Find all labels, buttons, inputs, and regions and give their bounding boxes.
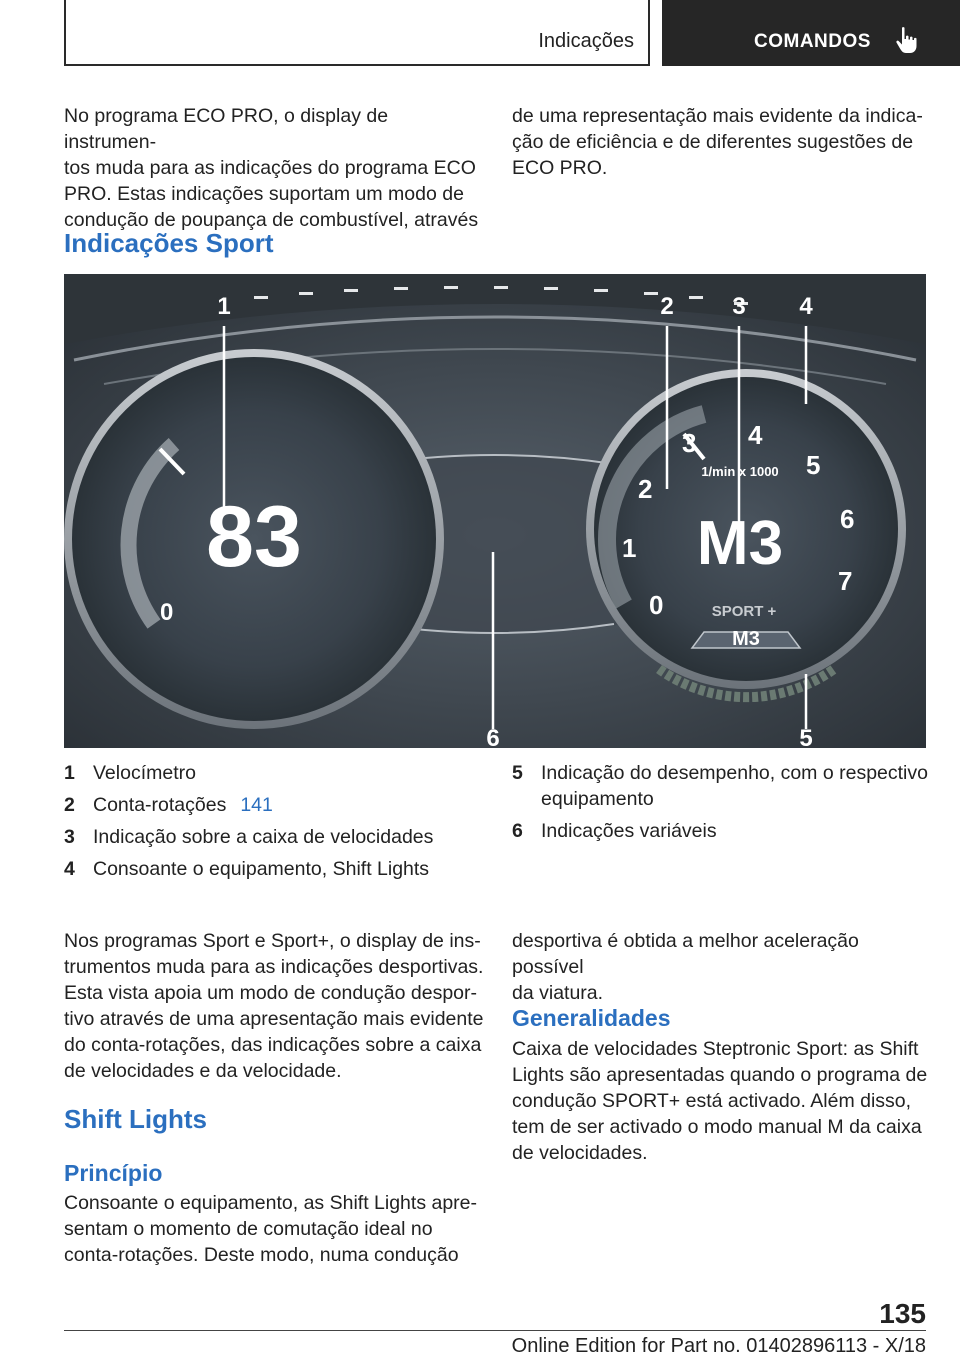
hand-pointer-icon (894, 26, 920, 54)
callout-number: 1 (217, 293, 231, 320)
footer-edition: Online Edition for Part no. 01402896113 - X/18 (511, 1335, 926, 1357)
header-chapter-title: COMANDOS (754, 31, 871, 52)
legend-text: Indicação do desempenho, com o respectivo (541, 762, 928, 784)
body-right-line: da viatura. (512, 982, 604, 1004)
rpm-unit-label: 1/min x 1000 (701, 464, 779, 479)
intro-right-line: ção de eficiência e de diferentes sugestões de (512, 131, 914, 153)
body-left-line: tivo através de uma apresentação mais evidente (64, 1008, 484, 1030)
intro-right-column (512, 103, 932, 181)
rpm-tick-label: 1 (622, 533, 637, 563)
intro-right-line: ECO PRO. (512, 157, 608, 179)
intro-left-line: No programa ECO PRO, o display de instrumen- (64, 105, 389, 153)
generalidades-line: condução SPORT+ está activado. Além disso, (512, 1090, 912, 1112)
legend-left (64, 760, 494, 888)
callout-number: 5 (799, 725, 813, 748)
rpm-tick-label: 7 (838, 566, 853, 596)
speed-value: 83 (206, 489, 302, 585)
instrument-cluster-illustration (64, 274, 926, 748)
principio-line: Consoante o equipamento, as Shift Lights apre- (64, 1192, 478, 1214)
body-left-line: do conta-rotações, das indicações sobre a caixa (64, 1034, 482, 1056)
callout-number: 6 (486, 725, 500, 748)
header-section-title: Indicações (538, 30, 634, 52)
legend-item (64, 792, 494, 818)
sport-heading: Indicações Sport (64, 228, 274, 258)
page-number: 135 (879, 1298, 926, 1329)
body-right-line: desportiva é obtida a melhor aceleração possível (512, 930, 859, 978)
generalidades-line: Caixa de velocidades Steptronic Sport: as Shift (512, 1038, 919, 1060)
callout-number: 2 (660, 293, 674, 320)
rpm-tick-label: 0 (649, 590, 664, 620)
rpm-tick-label: 4 (748, 420, 763, 450)
header-section-box (64, 0, 650, 66)
rpm-tick-label: 3 (682, 428, 697, 458)
legend-item (512, 818, 942, 844)
body-left-line: de velocidades e da velocidade. (64, 1060, 342, 1082)
shift-lights-heading: Shift Lights (64, 1104, 207, 1134)
legend-item (512, 760, 942, 812)
legend-text: Indicações variáveis (541, 820, 717, 842)
legend-item (64, 856, 494, 882)
generalidades-line: tem de ser activado o modo manual M da caixa (512, 1116, 922, 1138)
legend-number: 4 (64, 858, 75, 880)
generalidades-line: Lights são apresentadas quando o programa de (512, 1064, 928, 1086)
legend-text: Consoante o equipamento, Shift Lights (93, 858, 430, 880)
generalidades-text (512, 1036, 932, 1166)
legend-right (512, 760, 942, 850)
speed-zero-label: 0 (160, 599, 174, 626)
principio-line: conta-rotações. Deste modo, numa condução (64, 1244, 459, 1266)
body-left-column (64, 928, 484, 1084)
mode-label: SPORT + (711, 603, 777, 620)
legend-number: 3 (64, 826, 75, 848)
body-right-column (512, 928, 932, 1006)
intro-right-line: de uma representação mais evidente da indica- (512, 105, 923, 127)
principio-text (64, 1190, 484, 1268)
generalidades-heading: Generalidades (512, 1005, 671, 1031)
mode-gear: M3 (732, 628, 760, 650)
legend-text: Velocímetro (93, 762, 196, 784)
body-left-line: Nos programas Sport e Sport+, o display de ins- (64, 930, 481, 952)
body-left-line: Esta vista apoia um modo de condução despor- (64, 982, 477, 1004)
intro-left-line: PRO. Estas indicações suportam um modo de (64, 183, 464, 205)
legend-number: 2 (64, 794, 75, 816)
header-chapter-tab[interactable] (662, 0, 960, 66)
legend-item (64, 760, 494, 786)
page-reference-link[interactable]: 141 (240, 794, 273, 816)
intro-left-column (64, 103, 484, 233)
legend-item (64, 824, 494, 850)
footer-rule (64, 1330, 926, 1331)
legend-number: 6 (512, 820, 523, 842)
rpm-tick-label: 6 (840, 504, 855, 534)
instrument-cluster-figure (64, 274, 926, 748)
callout-number: 4 (799, 293, 813, 320)
principio-line: sentam o momento de comutação ideal no (64, 1218, 433, 1240)
legend-text: equipamento (541, 788, 654, 810)
generalidades-line: de velocidades. (512, 1142, 648, 1164)
principio-heading: Princípio (64, 1160, 163, 1186)
rpm-tick-label: 5 (806, 450, 821, 480)
callout-number: 3 (732, 293, 746, 320)
gear-indicator: M3 (696, 509, 784, 578)
legend-text: Conta-rotações (93, 794, 227, 816)
legend-number: 5 (512, 762, 523, 784)
legend-text: Indicação sobre a caixa de velocidades (93, 826, 434, 848)
intro-left-line: tos muda para as indicações do programa ECO (64, 157, 476, 179)
legend-number: 1 (64, 762, 75, 784)
body-left-line: trumentos muda para as indicações desportivas. (64, 956, 484, 978)
rpm-tick-label: 2 (638, 474, 653, 504)
intro-left-line: condução de poupança de combustível, através (64, 209, 479, 231)
